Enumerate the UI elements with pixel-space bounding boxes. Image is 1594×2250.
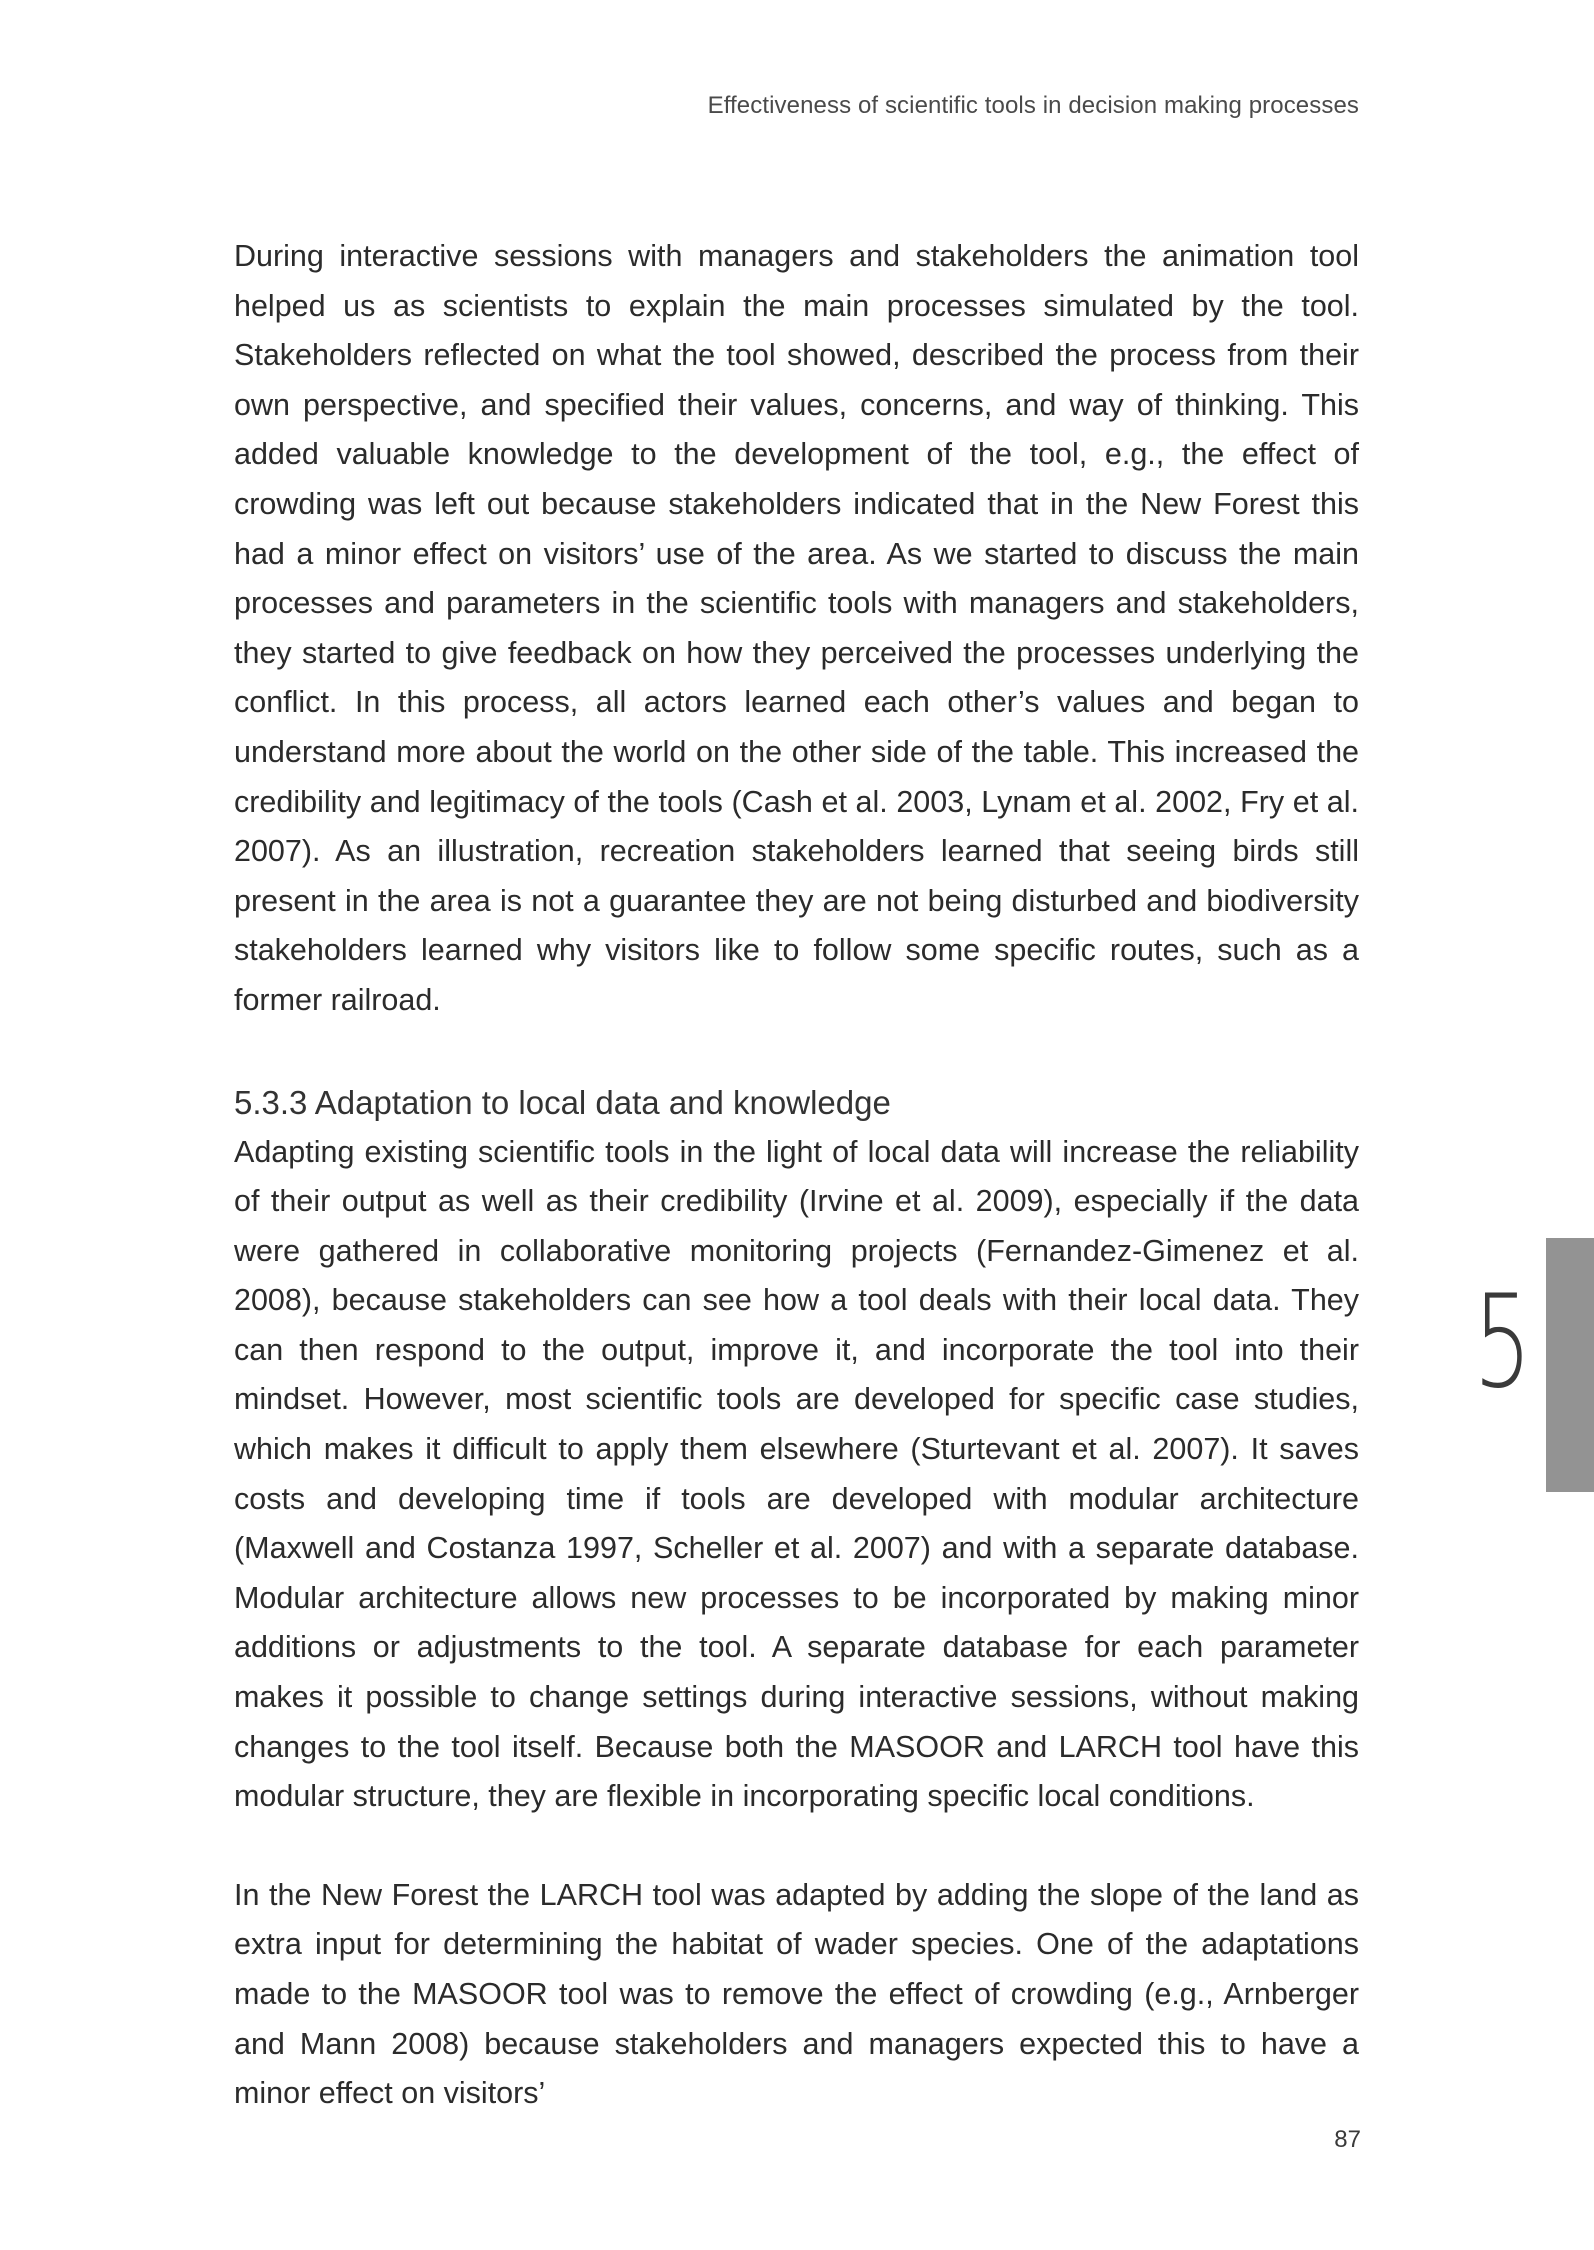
- body-paragraph: During interactive sessions with managers and stakeholders the animation tool helped us as scientists to explain the main processes simulated by the tool. Stakeholders reflected on what the tool showed, described the process from their own perspective, and specified their values, concerns, and way of thinking. This added valuable knowledge to the development of the tool, e.g., the effect of crowding was left out because stakeholders indicated that in the New Forest this had a minor effect on visitors’ use of the area. As we started to discuss the main processes and parameters in the scientific tools with managers and stakeholders, they started to give feedback on how they perceived the processes underlying the conflict. In this process, all actors learned each other’s values and began to understand more about the world on the other side of the table. This increased the credibility and legitimacy of the tools (Cash et al. 2003, Lynam et al. 2002, Fry et al. 2007). As an illustration, recreation stakeholders learned that seeing birds still present in the area is not a guarantee they are not being disturbed and biodiversity stakeholders learned why visitors like to follow some specific routes, such as a former railroad.: [234, 239, 1359, 1017]
- body-paragraph: Adapting existing scientific tools in the light of local data will increase the reliability of their output as well as their credibility (Irvine et al. 2009), especially if the data were gathered in collaborative monitoring projects (Fernandez-Gimenez et al. 2008), because stakeholders can see how a tool deals with their local data. They can then respond to the output, improve it, and incorporate the tool into their mindset. However, most scientific tools are developed for specific case studies, which makes it difficult to apply them elsewhere (Sturtevant et al. 2007). It saves costs and developing time if tools are developed with modular architecture (Maxwell and Costanza 1997, Scheller et al. 2007) and with a separate database. Modular architecture allows new processes to be incorporated by making minor additions or adjustments to the tool. A separate database for each parameter makes it possible to change settings during interactive sessions, without making changes to the tool itself. Because both the MASOOR and LARCH tool have this modular structure, they are flexible in incorporating specific local conditions.: [234, 1134, 1359, 1814]
- running-header: Effectiveness of scientific tools in decision making processes: [707, 92, 1359, 119]
- page-number: 87: [1334, 2126, 1361, 2153]
- chapter-number: 5: [1473, 1268, 1532, 1417]
- body-paragraph: In the New Forest the LARCH tool was adapted by adding the slope of the land as extra input for determining the habitat of wader species. One of the adaptations made to the MASOOR tool was to remove the effect of crowding (e.g., Arnberger and Mann 2008) because stakeholders and managers expected this to have a minor effect on visitors’: [234, 1877, 1359, 2111]
- chapter-thumb-tab: [1546, 1238, 1594, 1492]
- section-heading: 5.3.3 Adaptation to local data and knowledge: [234, 1083, 891, 1121]
- page-body: [234, 232, 1359, 2119]
